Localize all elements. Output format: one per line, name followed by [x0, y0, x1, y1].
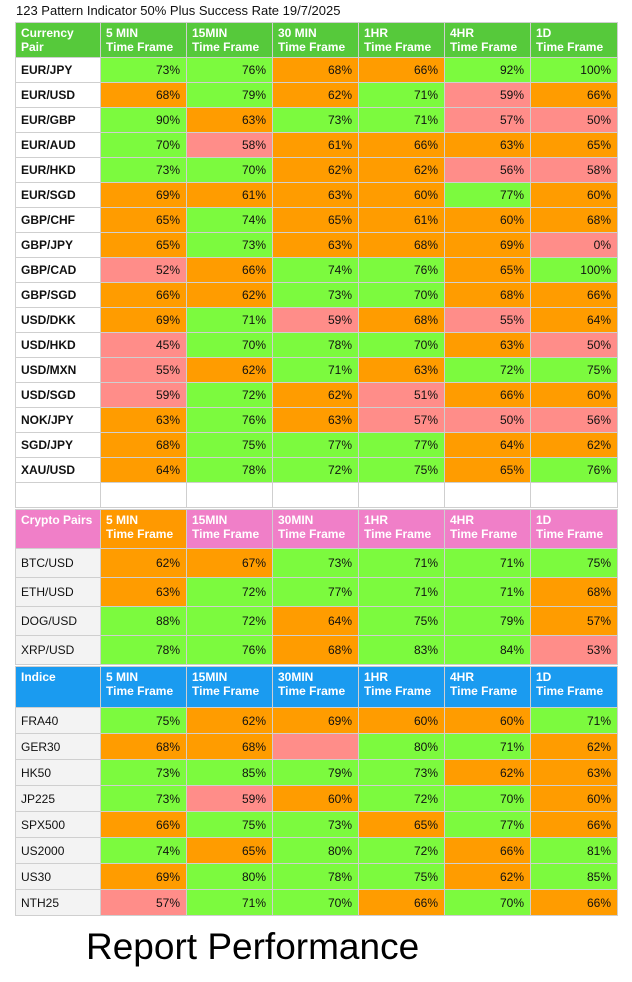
indices-value-cell: 66%	[101, 812, 187, 838]
indices-header-name: Indice	[16, 667, 101, 708]
currency-value-cell: 68%	[101, 83, 187, 108]
crypto-value-cell: 71%	[359, 578, 445, 607]
currency-row	[16, 308, 618, 333]
crypto-header-pair: Crypto Pairs	[16, 510, 101, 549]
currency-value-cell: 76%	[187, 58, 273, 83]
currency-value-cell: 69%	[445, 233, 531, 258]
indices-value-cell: 66%	[445, 838, 531, 864]
currency-row	[16, 408, 618, 433]
crypto-value-cell: 73%	[273, 549, 359, 578]
currency-value-cell: 73%	[101, 58, 187, 83]
indices-value-cell: 71%	[531, 708, 618, 734]
indices-header-1hr: 1HR Time Frame	[359, 667, 445, 708]
currency-value-cell: 55%	[445, 308, 531, 333]
currency-value-cell: 63%	[359, 358, 445, 383]
indices-row-label: US30	[16, 864, 101, 890]
crypto-value-cell: 72%	[187, 578, 273, 607]
crypto-value-cell: 68%	[531, 578, 618, 607]
currency-value-cell: 66%	[531, 83, 618, 108]
currency-value-cell: 56%	[445, 158, 531, 183]
crypto-value-cell: 88%	[101, 607, 187, 636]
indices-value-cell: 65%	[187, 838, 273, 864]
indices-value-cell: 69%	[273, 708, 359, 734]
currency-value-cell: 63%	[187, 108, 273, 133]
empty-cell	[359, 483, 445, 508]
indices-value-cell: 80%	[187, 864, 273, 890]
indices-row-label: US2000	[16, 838, 101, 864]
indices-value-cell: 85%	[187, 760, 273, 786]
currency-value-cell: 66%	[359, 133, 445, 158]
currency-row-label: NOK/JPY	[16, 408, 101, 433]
currency-value-cell: 79%	[187, 83, 273, 108]
crypto-value-cell: 75%	[531, 549, 618, 578]
indices-header-row	[16, 667, 618, 708]
currency-row-label: EUR/USD	[16, 83, 101, 108]
currency-value-cell: 62%	[187, 358, 273, 383]
crypto-header-30min: 30MIN Time Frame	[273, 510, 359, 549]
currency-value-cell: 77%	[273, 433, 359, 458]
indices-value-cell: 75%	[187, 812, 273, 838]
currency-row	[16, 458, 618, 483]
currency-value-cell: 57%	[445, 108, 531, 133]
crypto-value-cell: 84%	[445, 636, 531, 665]
currency-value-cell: 61%	[273, 133, 359, 158]
crypto-row	[16, 607, 618, 636]
currency-value-cell: 45%	[101, 333, 187, 358]
currency-value-cell: 63%	[273, 183, 359, 208]
currency-value-cell: 63%	[273, 408, 359, 433]
currency-value-cell: 74%	[273, 258, 359, 283]
currency-value-cell: 72%	[445, 358, 531, 383]
indices-value-cell: 66%	[359, 890, 445, 916]
indices-row	[16, 890, 618, 916]
indices-value-cell: 85%	[531, 864, 618, 890]
currency-row-label: GBP/JPY	[16, 233, 101, 258]
currency-value-cell: 65%	[101, 208, 187, 233]
indices-value-cell: 63%	[531, 760, 618, 786]
empty-cell	[273, 483, 359, 508]
indices-header-4hr: 4HR Time Frame	[445, 667, 531, 708]
crypto-row	[16, 636, 618, 665]
currency-value-cell: 72%	[273, 458, 359, 483]
currency-row	[16, 208, 618, 233]
currency-header-5min: 5 MIN Time Frame	[101, 23, 187, 58]
currency-row-label: EUR/AUD	[16, 133, 101, 158]
indices-value-cell: 62%	[445, 760, 531, 786]
currency-value-cell: 68%	[531, 208, 618, 233]
currency-value-cell: 73%	[273, 283, 359, 308]
crypto-header-1d: 1D Time Frame	[531, 510, 618, 549]
currency-value-cell: 70%	[187, 158, 273, 183]
indices-row-label: FRA40	[16, 708, 101, 734]
currency-value-cell: 64%	[445, 433, 531, 458]
currency-row	[16, 58, 618, 83]
crypto-header-15min: 15MIN Time Frame	[187, 510, 273, 549]
currency-value-cell: 61%	[187, 183, 273, 208]
currency-row	[16, 383, 618, 408]
currency-value-cell: 69%	[101, 308, 187, 333]
currency-value-cell: 74%	[187, 208, 273, 233]
currency-value-cell: 70%	[359, 333, 445, 358]
currency-value-cell: 63%	[273, 233, 359, 258]
indices-value-cell: 72%	[359, 786, 445, 812]
indices-value-cell: 75%	[101, 708, 187, 734]
indices-value-cell: 74%	[101, 838, 187, 864]
currency-value-cell: 73%	[273, 108, 359, 133]
currency-value-cell: 50%	[531, 108, 618, 133]
indices-value-cell: 73%	[273, 812, 359, 838]
crypto-header-row	[16, 510, 618, 549]
currency-row	[16, 233, 618, 258]
currency-row	[16, 158, 618, 183]
currency-value-cell: 56%	[531, 408, 618, 433]
currency-value-cell: 62%	[273, 83, 359, 108]
crypto-value-cell: 79%	[445, 607, 531, 636]
indices-row	[16, 864, 618, 890]
crypto-header-1hr: 1HR Time Frame	[359, 510, 445, 549]
currency-value-cell: 100%	[531, 58, 618, 83]
indices-row	[16, 760, 618, 786]
crypto-value-cell: 77%	[273, 578, 359, 607]
indices-value-cell: 79%	[273, 760, 359, 786]
currency-value-cell: 100%	[531, 258, 618, 283]
currency-row-label: GBP/CAD	[16, 258, 101, 283]
currency-value-cell: 58%	[531, 158, 618, 183]
indices-row	[16, 708, 618, 734]
indices-value-cell: 62%	[531, 734, 618, 760]
currency-value-cell: 71%	[359, 108, 445, 133]
currency-row	[16, 133, 618, 158]
crypto-value-cell: 71%	[445, 578, 531, 607]
currency-value-cell: 75%	[531, 358, 618, 383]
indices-row	[16, 734, 618, 760]
indices-value-cell: 71%	[445, 734, 531, 760]
indices-header-5min: 5 MIN Time Frame	[101, 667, 187, 708]
currency-row-label: USD/HKD	[16, 333, 101, 358]
currency-value-cell: 63%	[445, 133, 531, 158]
currency-value-cell: 66%	[359, 58, 445, 83]
currency-value-cell: 68%	[359, 308, 445, 333]
currency-value-cell: 75%	[359, 458, 445, 483]
indices-value-cell: 69%	[101, 864, 187, 890]
currency-value-cell: 71%	[273, 358, 359, 383]
currency-value-cell: 63%	[445, 333, 531, 358]
indices-value-cell: 60%	[359, 708, 445, 734]
indices-value-cell: 60%	[273, 786, 359, 812]
currency-value-cell: 50%	[531, 333, 618, 358]
currency-value-cell: 60%	[445, 208, 531, 233]
currency-value-cell: 64%	[531, 308, 618, 333]
currency-value-cell: 62%	[187, 283, 273, 308]
currency-row	[16, 183, 618, 208]
currency-value-cell: 65%	[445, 458, 531, 483]
empty-cell	[16, 483, 101, 508]
currency-blank-row	[16, 483, 618, 508]
indices-value-cell: 65%	[359, 812, 445, 838]
currency-value-cell: 55%	[101, 358, 187, 383]
indices-value-cell: 73%	[359, 760, 445, 786]
currency-value-cell: 66%	[531, 283, 618, 308]
currency-value-cell: 65%	[445, 258, 531, 283]
crypto-row	[16, 578, 618, 607]
crypto-header-4hr: 4HR Time Frame	[445, 510, 531, 549]
currency-row-label: XAU/USD	[16, 458, 101, 483]
currency-value-cell: 62%	[273, 158, 359, 183]
currency-value-cell: 70%	[359, 283, 445, 308]
indices-value-cell: 80%	[359, 734, 445, 760]
indices-header-15min: 15MIN Time Frame	[187, 667, 273, 708]
currency-value-cell: 59%	[445, 83, 531, 108]
currency-value-cell: 75%	[187, 433, 273, 458]
indices-value-cell: 68%	[101, 734, 187, 760]
crypto-value-cell: 72%	[187, 607, 273, 636]
currency-row	[16, 258, 618, 283]
crypto-row-label: BTC/USD	[16, 549, 101, 578]
crypto-value-cell: 62%	[101, 549, 187, 578]
currency-table	[15, 22, 618, 508]
currency-value-cell: 72%	[187, 383, 273, 408]
currency-header-1d: 1D Time Frame	[531, 23, 618, 58]
indices-value-cell: 68%	[187, 734, 273, 760]
crypto-row-label: XRP/USD	[16, 636, 101, 665]
report-performance-label: Report Performance	[86, 926, 420, 967]
crypto-value-cell: 71%	[445, 549, 531, 578]
currency-value-cell: 51%	[359, 383, 445, 408]
indices-row-label: GER30	[16, 734, 101, 760]
currency-value-cell: 71%	[187, 308, 273, 333]
crypto-header-5min: 5 MIN Time Frame	[101, 510, 187, 549]
crypto-row-label: DOG/USD	[16, 607, 101, 636]
currency-value-cell: 68%	[273, 58, 359, 83]
currency-value-cell: 66%	[445, 383, 531, 408]
crypto-value-cell: 64%	[273, 607, 359, 636]
currency-value-cell: 68%	[445, 283, 531, 308]
indices-header-1d: 1D Time Frame	[531, 667, 618, 708]
indices-row	[16, 786, 618, 812]
currency-value-cell: 65%	[101, 233, 187, 258]
currency-value-cell: 69%	[101, 183, 187, 208]
empty-cell	[531, 483, 618, 508]
currency-value-cell: 76%	[187, 408, 273, 433]
currency-value-cell: 78%	[273, 333, 359, 358]
currency-value-cell: 76%	[531, 458, 618, 483]
crypto-value-cell: 57%	[531, 607, 618, 636]
indices-value-cell: 73%	[101, 786, 187, 812]
currency-value-cell: 73%	[187, 233, 273, 258]
currency-row	[16, 83, 618, 108]
indices-value-cell: 73%	[101, 760, 187, 786]
currency-row	[16, 358, 618, 383]
indices-row	[16, 838, 618, 864]
crypto-row-label: ETH/USD	[16, 578, 101, 607]
currency-value-cell: 62%	[273, 383, 359, 408]
indices-value-cell: 66%	[531, 890, 618, 916]
currency-value-cell: 65%	[273, 208, 359, 233]
indices-value-cell: 77%	[445, 812, 531, 838]
currency-value-cell: 68%	[101, 433, 187, 458]
indices-row-label: SPX500	[16, 812, 101, 838]
currency-value-cell: 59%	[273, 308, 359, 333]
indices-header-30min: 30MIN Time Frame	[273, 667, 359, 708]
currency-value-cell: 62%	[359, 158, 445, 183]
indices-value-cell: 81%	[531, 838, 618, 864]
indices-value-cell: 70%	[445, 890, 531, 916]
currency-header-1hr: 1HR Time Frame	[359, 23, 445, 58]
currency-value-cell: 50%	[445, 408, 531, 433]
currency-value-cell: 70%	[187, 333, 273, 358]
empty-cell	[445, 483, 531, 508]
currency-row	[16, 333, 618, 358]
indices-value-cell: 70%	[445, 786, 531, 812]
crypto-value-cell: 67%	[187, 549, 273, 578]
indices-row-label: JP225	[16, 786, 101, 812]
currency-value-cell: 77%	[445, 183, 531, 208]
indices-value-cell	[273, 734, 359, 760]
currency-value-cell: 62%	[531, 433, 618, 458]
currency-row-label: EUR/JPY	[16, 58, 101, 83]
currency-value-cell: 73%	[101, 158, 187, 183]
indices-value-cell: 75%	[359, 864, 445, 890]
currency-value-cell: 78%	[187, 458, 273, 483]
indices-value-cell: 57%	[101, 890, 187, 916]
currency-value-cell: 60%	[531, 183, 618, 208]
indices-value-cell: 80%	[273, 838, 359, 864]
crypto-value-cell: 76%	[187, 636, 273, 665]
crypto-value-cell: 75%	[359, 607, 445, 636]
indices-row	[16, 812, 618, 838]
currency-value-cell: 71%	[359, 83, 445, 108]
currency-value-cell: 57%	[359, 408, 445, 433]
currency-header-4hr: 4HR Time Frame	[445, 23, 531, 58]
indices-value-cell: 62%	[445, 864, 531, 890]
empty-cell	[187, 483, 273, 508]
currency-row-label: EUR/SGD	[16, 183, 101, 208]
crypto-value-cell: 78%	[101, 636, 187, 665]
indices-value-cell: 70%	[273, 890, 359, 916]
crypto-value-cell: 68%	[273, 636, 359, 665]
indices-row-label: NTH25	[16, 890, 101, 916]
currency-value-cell: 92%	[445, 58, 531, 83]
currency-header-30min: 30 MIN Time Frame	[273, 23, 359, 58]
currency-value-cell: 0%	[531, 233, 618, 258]
currency-value-cell: 60%	[359, 183, 445, 208]
currency-row	[16, 283, 618, 308]
indices-row-label: HK50	[16, 760, 101, 786]
indices-value-cell: 72%	[359, 838, 445, 864]
currency-value-cell: 60%	[531, 383, 618, 408]
indices-value-cell: 60%	[445, 708, 531, 734]
currency-row-label: USD/DKK	[16, 308, 101, 333]
currency-value-cell: 63%	[101, 408, 187, 433]
crypto-value-cell: 53%	[531, 636, 618, 665]
indices-value-cell: 59%	[187, 786, 273, 812]
currency-value-cell: 70%	[101, 133, 187, 158]
currency-header-row	[16, 23, 618, 58]
currency-value-cell: 77%	[359, 433, 445, 458]
currency-value-cell: 68%	[359, 233, 445, 258]
currency-row	[16, 108, 618, 133]
crypto-value-cell: 71%	[359, 549, 445, 578]
empty-cell	[101, 483, 187, 508]
crypto-table	[15, 509, 618, 665]
crypto-value-cell: 63%	[101, 578, 187, 607]
indices-value-cell: 62%	[187, 708, 273, 734]
currency-value-cell: 66%	[187, 258, 273, 283]
page-title: 123 Pattern Indicator 50% Plus Success Rate 19/7/2025	[16, 3, 341, 18]
currency-row-label: EUR/HKD	[16, 158, 101, 183]
currency-value-cell: 66%	[101, 283, 187, 308]
currency-value-cell: 76%	[359, 258, 445, 283]
currency-row-label: SGD/JPY	[16, 433, 101, 458]
currency-value-cell: 90%	[101, 108, 187, 133]
currency-header-15min: 15MIN Time Frame	[187, 23, 273, 58]
crypto-row	[16, 549, 618, 578]
currency-value-cell: 59%	[101, 383, 187, 408]
crypto-value-cell: 83%	[359, 636, 445, 665]
currency-row	[16, 433, 618, 458]
currency-value-cell: 58%	[187, 133, 273, 158]
currency-value-cell: 52%	[101, 258, 187, 283]
currency-value-cell: 65%	[531, 133, 618, 158]
indices-value-cell: 60%	[531, 786, 618, 812]
indices-value-cell: 66%	[531, 812, 618, 838]
indices-value-cell: 78%	[273, 864, 359, 890]
currency-row-label: EUR/GBP	[16, 108, 101, 133]
currency-value-cell: 64%	[101, 458, 187, 483]
indices-table	[15, 666, 618, 916]
currency-row-label: USD/MXN	[16, 358, 101, 383]
currency-row-label: GBP/CHF	[16, 208, 101, 233]
currency-row-label: USD/SGD	[16, 383, 101, 408]
indices-value-cell: 71%	[187, 890, 273, 916]
currency-header-pair: Currency Pair	[16, 23, 101, 58]
currency-row-label: GBP/SGD	[16, 283, 101, 308]
currency-value-cell: 61%	[359, 208, 445, 233]
